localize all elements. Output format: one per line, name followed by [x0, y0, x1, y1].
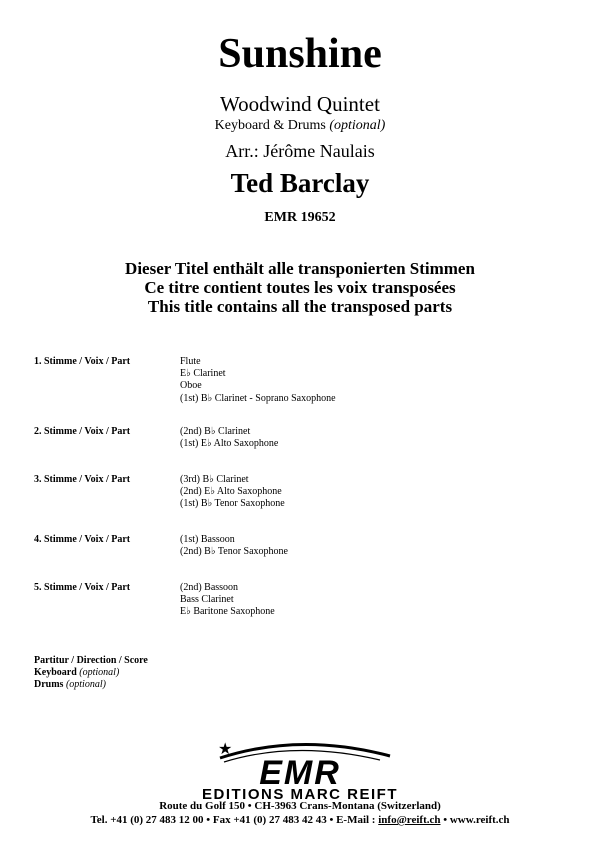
- publisher-logo: [190, 738, 410, 800]
- contact-phone-fax: Tel. +41 (0) 27 483 12 00 • Fax +41 (0) 27 483 42 43 • E-Mail :: [90, 814, 379, 826]
- drums-label: Drums: [34, 679, 64, 691]
- part-4-instruments: [180, 534, 288, 558]
- contact-website: • www.reift.ch: [440, 814, 510, 826]
- notice-french: Ce titre contient toutes les voix transposées: [144, 278, 456, 297]
- composer: Ted Barclay: [230, 168, 370, 198]
- instrument-item: Bass Clarinet: [180, 594, 234, 606]
- notice-english: This title contains all the transposed parts: [147, 297, 453, 316]
- instrument-item: (3rd) B♭ Clarinet: [180, 474, 249, 485]
- logo-publisher-name: EDITIONS MARC REIFT: [202, 786, 398, 800]
- logo-emr-text: EMR: [259, 754, 341, 792]
- keyboard-note: (optional): [79, 667, 120, 679]
- keyboard-line: [34, 667, 148, 679]
- instrumentation-main: Keyboard & Drums: [214, 118, 326, 133]
- instrument-item: (2nd) Bassoon: [180, 582, 239, 593]
- logo-star-icon: ★: [218, 739, 233, 758]
- instrument-item: Flute: [180, 356, 201, 367]
- part-3-instruments: [180, 474, 285, 511]
- instrumentation-note: (optional): [329, 118, 386, 133]
- part-3-label: 3. Stimme / Voix / Part: [34, 474, 131, 485]
- keyboard-label: Keyboard: [34, 667, 77, 679]
- part-2-label: 2. Stimme / Voix / Part: [34, 426, 131, 437]
- publisher-contact: [0, 814, 600, 826]
- email-link[interactable]: info@reift.ch: [378, 814, 441, 826]
- part-4-label: 4. Stimme / Voix / Part: [34, 534, 131, 545]
- instrumentation: [0, 118, 600, 134]
- catalog-number: EMR 19652: [264, 210, 336, 225]
- subtitle: Woodwind Quintet: [220, 92, 380, 116]
- publisher-address: Route du Golf 150 • CH-3963 Crans-Montana (Switzerland): [159, 800, 441, 812]
- instrument-item: (1st) Bassoon: [180, 534, 235, 545]
- instrument-item: E♭ Clarinet: [180, 368, 226, 380]
- instrument-item: E♭ Baritone Saxophone: [180, 606, 275, 618]
- instrument-item: (1st) E♭ Alto Saxophone: [180, 438, 279, 450]
- instrument-item: (2nd) B♭ Tenor Saxophone: [180, 546, 288, 558]
- part-5-instruments: [180, 582, 275, 619]
- instrument-item: Oboe: [180, 380, 202, 392]
- drums-note: (optional): [65, 679, 106, 691]
- notice-german: Dieser Titel enthält alle transponierten Stimmen: [125, 259, 475, 278]
- arranger: Arr.: Jérôme Naulais: [225, 141, 375, 161]
- title: Sunshine: [218, 31, 382, 77]
- instrument-item: (2nd) B♭ Clarinet: [180, 426, 251, 437]
- part-2-instruments: [180, 426, 278, 450]
- instrument-item: (1st) B♭ Tenor Saxophone: [180, 498, 285, 510]
- part-1-label: 1. Stimme / Voix / Part: [34, 356, 131, 367]
- instrument-item: (2nd) E♭ Alto Saxophone: [180, 486, 282, 498]
- part-5-label: 5. Stimme / Voix / Part: [34, 582, 131, 593]
- instrument-item: (1st) B♭ Clarinet - Soprano Saxophone: [180, 392, 336, 404]
- part-1-instruments: [180, 356, 336, 405]
- score-label: Partitur / Direction / Score: [34, 655, 148, 666]
- drums-line: [34, 679, 148, 691]
- extras-list: [34, 655, 148, 692]
